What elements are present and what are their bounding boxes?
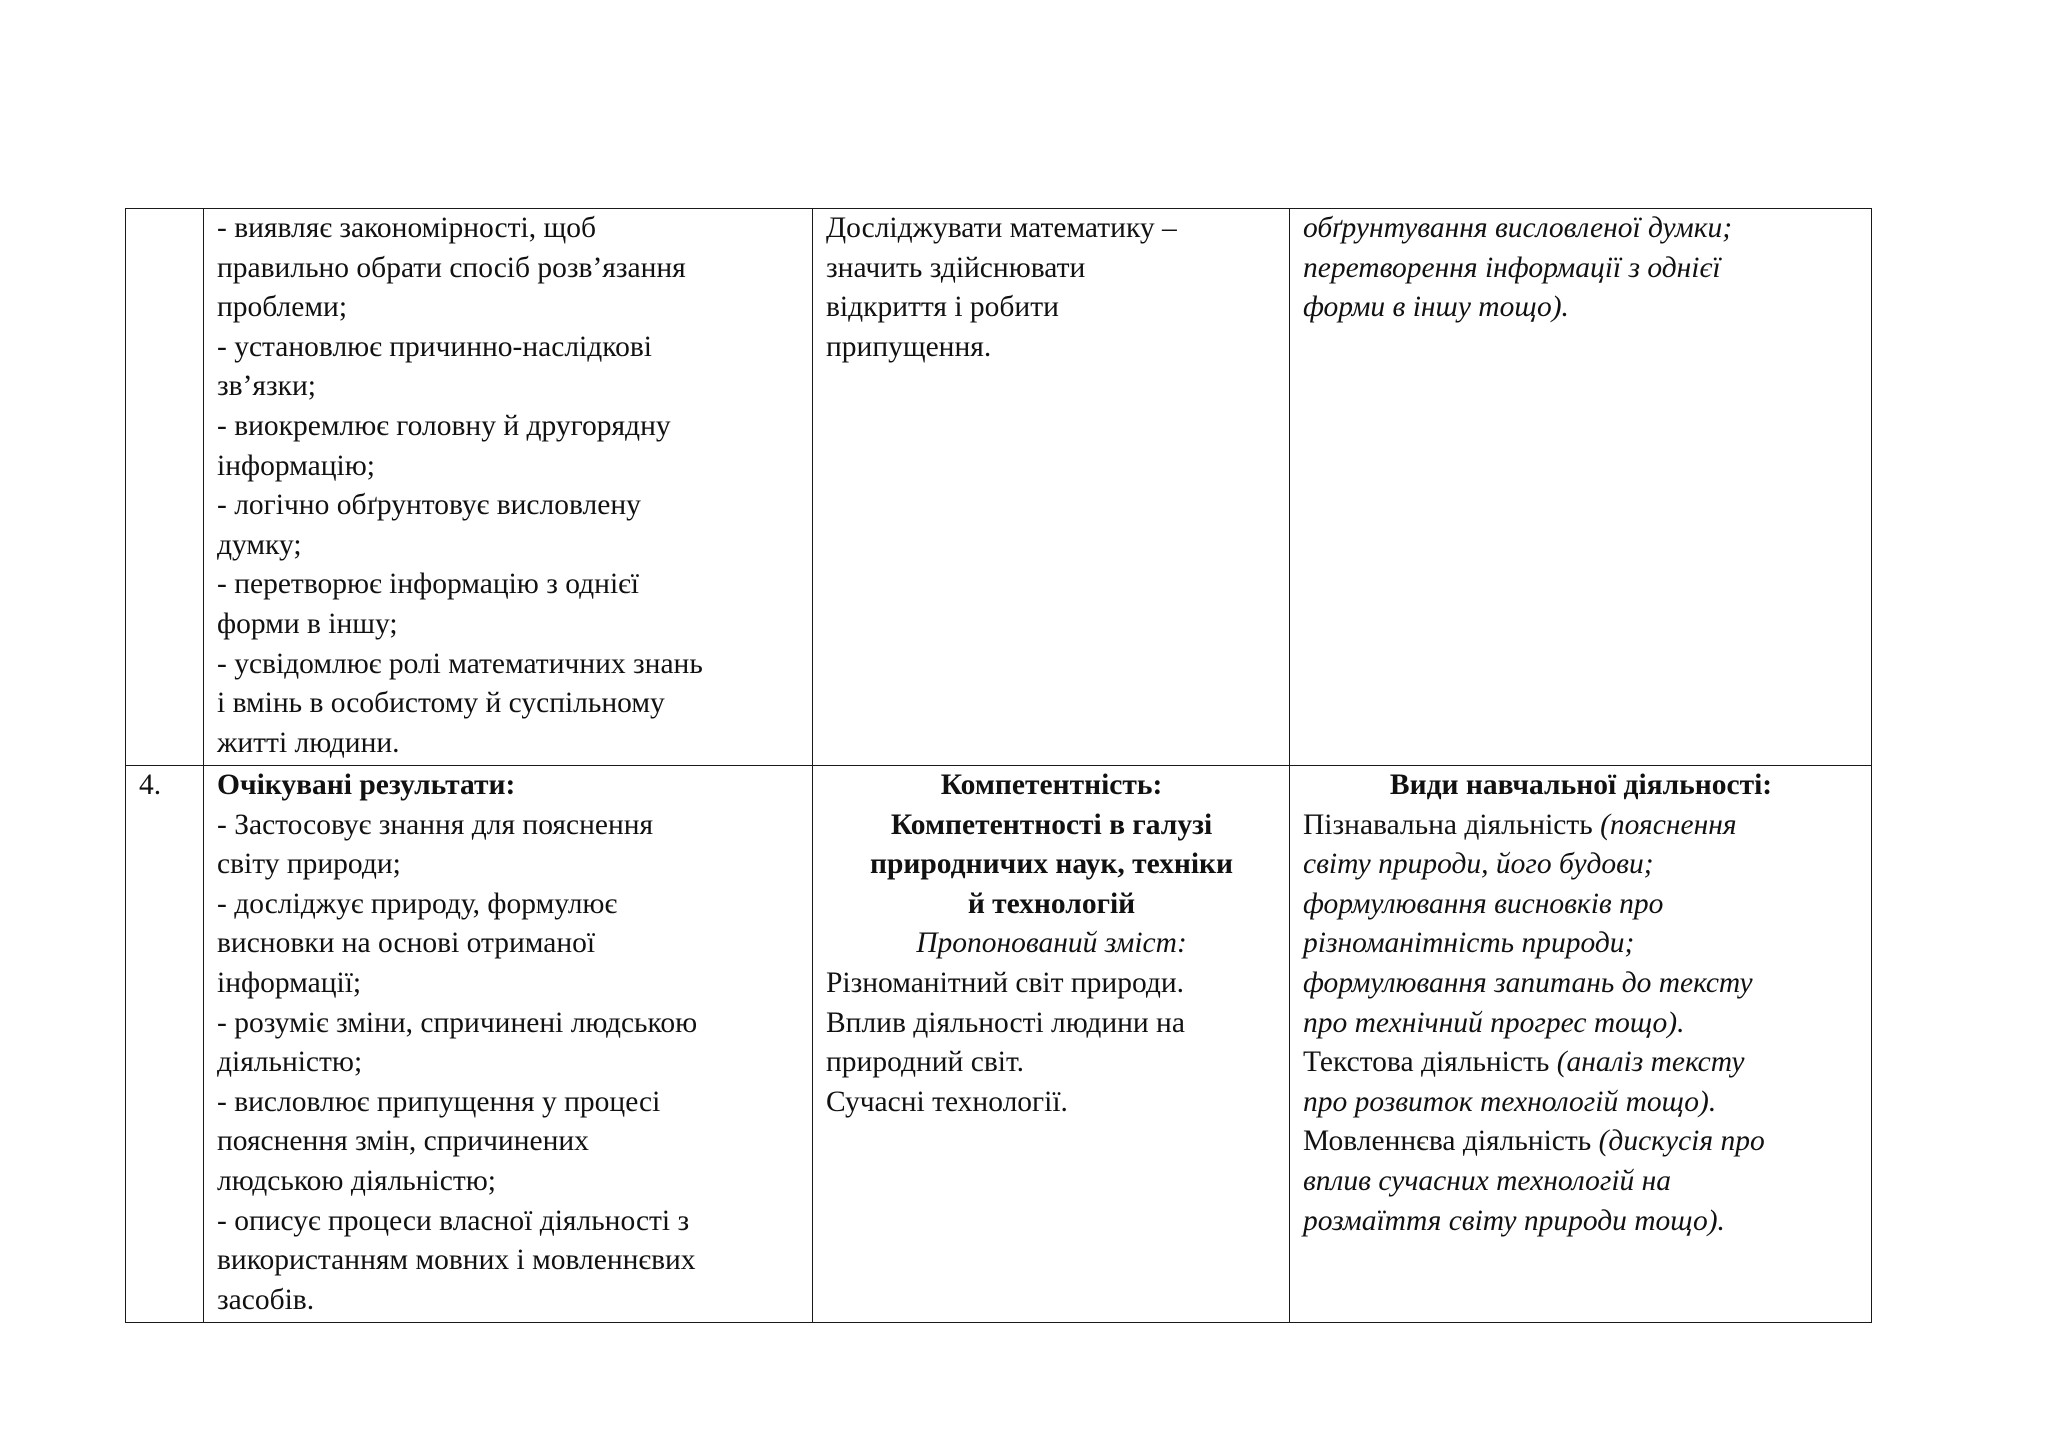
table-row [126, 209, 1872, 766]
results-line: інформацію; [217, 449, 375, 482]
activities-line [1303, 1162, 1859, 1202]
proposed-content-label: Пропонований зміст: [916, 927, 1187, 960]
activity-detail: вплив сучасних технологій на [1303, 1164, 1672, 1197]
competence-line: Вплив діяльності людини на [826, 1006, 1185, 1039]
results-line: - логічно обґрунтовує висловлену [217, 489, 641, 522]
results-line: правильно обрати спосіб розв’язання [217, 251, 686, 284]
activities-line: обґрунтування висловленої думки; [1303, 212, 1733, 244]
competence-cell [813, 209, 1290, 766]
competence-line: значить здійснювати [826, 251, 1086, 284]
results-line: засобів. [217, 1283, 315, 1316]
activity-type: Текстова діяльність [1303, 1046, 1557, 1079]
activity-detail: формулювання запитань до тексту [1303, 966, 1753, 999]
activities-line [1303, 1122, 1859, 1162]
results-cell [204, 766, 813, 1323]
activity-type: Пізнавальна діяльність [1303, 808, 1601, 841]
competence-title-line: Компетентності в галузі [890, 808, 1213, 841]
results-line: пояснення змін, спричинених [217, 1125, 589, 1158]
competence-line: припущення. [826, 330, 992, 363]
results-cell [204, 209, 813, 766]
activity-detail: формулювання висновків про [1303, 887, 1664, 920]
activities-line [1303, 1083, 1859, 1123]
activity-type: Мовленнєва діяльність [1303, 1125, 1599, 1158]
row-number: 4. [139, 769, 162, 801]
results-line: - установлює причинно-наслідкові [217, 330, 652, 363]
competence-title-line: й технологій [967, 887, 1136, 920]
activity-detail: розмаїття світу природи тощо). [1303, 1204, 1725, 1237]
results-line: думку; [217, 528, 302, 561]
activity-detail: різноманітність природи; [1303, 927, 1635, 960]
results-line: - Застосовує знання для пояснення [217, 808, 654, 841]
competence-cell [813, 766, 1290, 1323]
activities-line: перетворення інформації з однієї [1303, 251, 1721, 284]
results-line: - висловлює припущення у процесі [217, 1085, 661, 1118]
results-line: форми в іншу; [217, 607, 398, 640]
results-line: - виявляє закономірності, щоб [217, 212, 596, 244]
competence-line: Сучасні технології. [826, 1085, 1068, 1118]
activities-line [1303, 1202, 1859, 1242]
competence-line: Різноманітний світ природи. [826, 966, 1185, 999]
results-line: житті людини. [217, 726, 400, 759]
activities-line [1303, 924, 1859, 964]
results-line: зв’язки; [217, 370, 316, 403]
activities-line: форми в іншу тощо). [1303, 291, 1569, 324]
row-number-cell [126, 766, 204, 1323]
competence-line: Досліджувати математику – [826, 212, 1177, 244]
results-line: - описує процеси власної діяльності з [217, 1204, 690, 1237]
competence-line: природний світ. [826, 1046, 1024, 1079]
activity-detail: про розвиток технологій тощо). [1303, 1085, 1717, 1118]
results-line: людською діяльністю; [217, 1164, 496, 1197]
activities-line [1303, 845, 1859, 885]
results-line: - перетворює інформацію з однієї [217, 568, 640, 601]
activities-line [1303, 1043, 1859, 1083]
activities-cell [1290, 209, 1872, 766]
activities-line [1303, 885, 1859, 925]
results-line: і вмінь в особистому й суспільному [217, 687, 665, 720]
results-line: інформації; [217, 966, 362, 999]
activity-detail: світу природи, його будови; [1303, 848, 1654, 881]
activity-detail: (дискусія про [1598, 1125, 1765, 1158]
activities-heading: Види навчальної діяльності: [1389, 769, 1773, 801]
results-line: - усвідомлює ролі математичних знань [217, 647, 703, 680]
results-line: діяльністю; [217, 1046, 363, 1079]
competence-line: відкриття і робити [826, 291, 1059, 324]
row-number-cell [126, 209, 204, 766]
results-line: використанням мовних і мовленнєвих [217, 1244, 696, 1277]
activities-line [1303, 806, 1859, 846]
results-line: світу природи; [217, 848, 401, 881]
activity-detail: (пояснення [1600, 808, 1737, 841]
activity-detail: про технічний прогрес тощо). [1303, 1006, 1685, 1039]
curriculum-table [125, 208, 1872, 1323]
results-line: - виокремлює головну й другорядну [217, 409, 671, 442]
competence-title-line: природничих наук, техніки [869, 848, 1234, 881]
activities-line [1303, 1004, 1859, 1044]
results-line: висновки на основі отриманої [217, 927, 596, 960]
results-heading: Очікувані результати: [217, 769, 516, 801]
competence-heading: Компетентність: [940, 769, 1163, 801]
results-line: - досліджує природу, формулює [217, 887, 618, 920]
table-row [126, 766, 1872, 1323]
results-line: проблеми; [217, 291, 348, 324]
activities-line [1303, 964, 1859, 1004]
results-line: - розуміє зміни, спричинені людською [217, 1006, 698, 1039]
activity-detail: (аналіз тексту [1556, 1046, 1745, 1079]
activities-cell [1290, 766, 1872, 1323]
